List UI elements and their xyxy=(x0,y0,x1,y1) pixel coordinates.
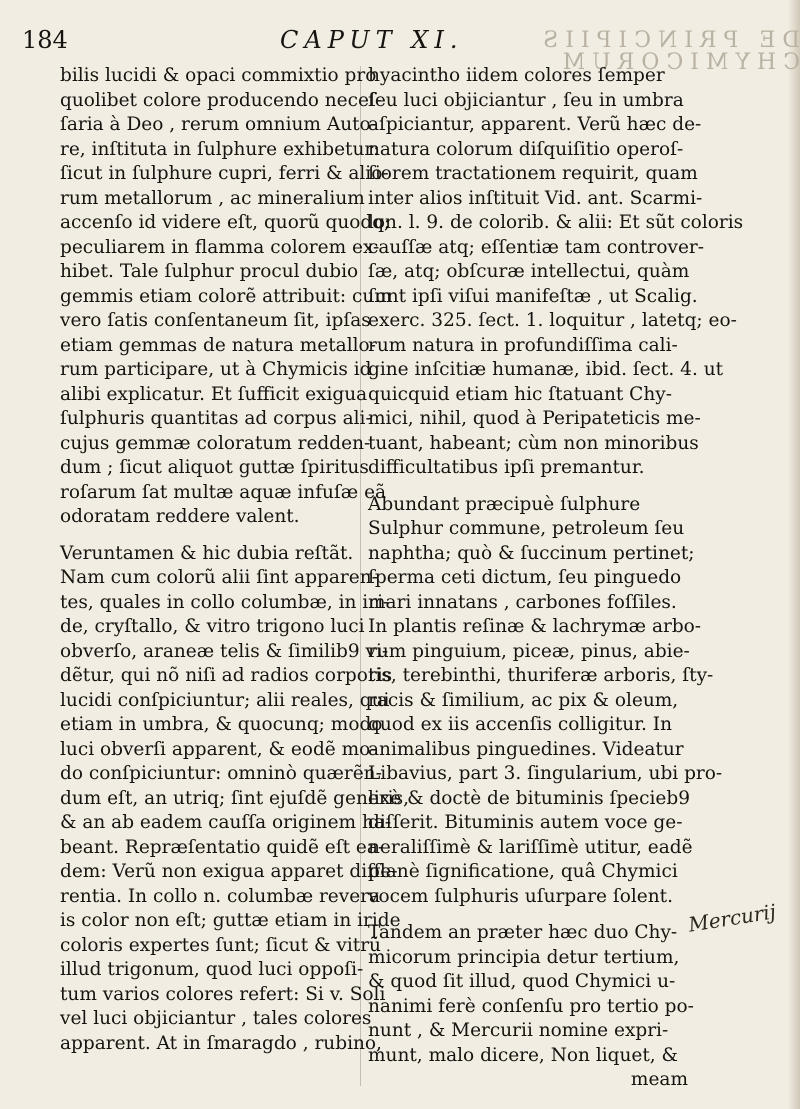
text-line: tis, terebinthi, thuriferæ arboris, ſty- xyxy=(368,665,714,686)
text-line: ſaria à Deo , rerum omnium Auto- xyxy=(60,114,377,135)
text-line: dum ; ſicut aliquot guttæ ſpiritus xyxy=(60,457,369,478)
text-line: obverſo, araneæ telis & ſimilib9 vi- xyxy=(60,640,389,662)
text-line: Veruntamen & hic dubia reſtãt. xyxy=(60,542,354,564)
text-line: quolibet colore producendo neceſ- xyxy=(60,89,382,111)
text-line: neraliſſimè & lariſſimè utitur, eadẽ xyxy=(368,836,693,858)
text-line: inter alios inſtituit Vid. ant. Scarmi- xyxy=(368,187,703,209)
text-line: tes, quales in collo columbæ, in iri- xyxy=(60,591,390,613)
text-line: cauſſæ atq; eſſentiæ tam controver- xyxy=(368,236,705,258)
text-line: peculiarem in flamma colorem ex- xyxy=(60,236,380,258)
bleed-through-text: DE PRINCIPIIS CHYMICORUM xyxy=(536,28,800,75)
text-line: diſſerit. Bituminis autem voce ge- xyxy=(368,812,683,833)
text-line: natura colorum diſquiſitio operoſ- xyxy=(368,138,684,160)
text-line: In plantis reſinæ & lachrymæ arbo- xyxy=(368,616,702,637)
paragraph-gap xyxy=(368,909,688,921)
text-line: mici, nihil, quod à Peripateticis me- xyxy=(368,408,701,429)
text-line: beant. Repræſentatio quidẽ eſt ea- xyxy=(60,836,385,858)
text-line: planè ſignificatione, quâ Chymici xyxy=(368,861,678,882)
text-line: do conſpiciuntur: omninò quærẽn- xyxy=(60,763,382,784)
text-line: Abundant præcipuè ſulphure xyxy=(368,493,641,515)
text-line: nunt , & Mercurii nomine expri- xyxy=(368,1020,669,1041)
text-line: vero ſatis conſentaneum ſit, ipſas xyxy=(60,310,371,331)
text-line: hibet. Tale ſulphur procul dubio xyxy=(60,261,359,282)
text-line: rum natura in profundiſſima cali- xyxy=(368,334,678,356)
text-line: nanimi ferè conſenſu pro tertio po- xyxy=(368,995,694,1017)
text-line: alibi explicatur. Et ſufficit exigua xyxy=(60,383,368,405)
text-line: hyacintho iidem colores ſemper xyxy=(368,65,665,86)
text-line: ſulphuris quantitas ad corpus ali- xyxy=(60,408,372,429)
text-line: etiam in umbra, & quocunq; modo xyxy=(60,714,383,735)
text-line: roſarum ſat multæ aquæ infuſæ eã xyxy=(60,481,387,503)
text-line: ſunt ipſi viſui manifeſtæ , ut Scalig. xyxy=(368,285,698,307)
paragraph-gap xyxy=(60,530,356,542)
page-number: 184 xyxy=(22,26,68,54)
text-line: quod ex iis accenſis colligitur. In xyxy=(368,714,672,735)
text-line: dẽtur, qui nõ niſi ad radios corporis xyxy=(60,665,393,686)
text-line: illud trigonum, quod luci oppoſi- xyxy=(60,959,364,980)
text-line: & quod ſit illud, quod Chymici u- xyxy=(368,971,676,992)
text-line: difficultatibus ipſi premantur. xyxy=(368,457,645,478)
text-line: rum participare, ut à Chymicis id xyxy=(60,359,372,380)
text-line: cujus gemmæ coloratum redden- xyxy=(60,432,371,454)
text-line: Nam cum colorũ alii ſint apparen- xyxy=(60,567,378,588)
text-line: lucidi conſpiciuntur; alii reales, qui xyxy=(60,689,390,711)
text-line: rum pinguium, piceæ, pinus, abie- xyxy=(368,640,690,662)
text-line: dum eſt, an utriq; ſint ejuſdẽ generis, xyxy=(60,787,409,809)
running-head: CAPUT XI. xyxy=(280,26,464,54)
text-line: tuant, habeant; cùm non minoribus xyxy=(368,432,699,454)
text-line: meam xyxy=(630,1069,688,1090)
text-line: lon. l. 9. de colorib. & alii: Et sũt coloris xyxy=(368,212,744,233)
text-line: odoratam reddere valent. xyxy=(60,506,300,527)
text-line: dem: Verũ non exigua apparet diffe- xyxy=(60,861,398,882)
page-edge-shadow xyxy=(788,0,800,1109)
handwritten-margin-note: Mercurij xyxy=(686,899,778,937)
text-line: exerc. 325. ſect. 1. loquitur , latetq; eo- xyxy=(368,310,737,331)
text-line: luci obverſi apparent, & eodẽ mo- xyxy=(60,738,377,760)
text-line: apparent. At in ſmaragdo , rubino, xyxy=(60,1032,382,1054)
text-line: gemmis etiam colorẽ attribuit: cum xyxy=(60,285,392,307)
text-line: vocem ſulphuris uſurpare ſolent. xyxy=(368,885,673,907)
text-line: lixè & doctè de bituminis ſpecieb9 xyxy=(368,787,690,809)
text-line: accenſo id videre eſt, quorũ quodq; xyxy=(60,212,391,233)
text-line: Libavius, part 3. ſingularium, ubi pro- xyxy=(368,763,723,784)
text-line: is color non eſt; guttæ etiam in iride xyxy=(60,910,401,931)
text-line: quicquid etiam hic ſtatuant Chy- xyxy=(368,383,672,405)
text-line: ſicut in ſulphure cupri, ferri & alio- xyxy=(60,163,389,184)
text-line: naphtha; quò & ſuccinum pertinet; xyxy=(368,542,695,564)
paragraph-gap xyxy=(368,481,688,493)
text-line: tum varios colores refert: Si v. Soli xyxy=(60,983,386,1005)
text-line: aſpiciantur, apparent. Verũ hæc de- xyxy=(368,114,702,135)
text-line: rum metallorum , ac mineralium xyxy=(60,187,365,209)
text-line: micorum principia detur tertium, xyxy=(368,946,680,968)
text-line: mari innatans , carbones foſſiles. xyxy=(368,591,677,613)
text-line: bilis lucidi & opaci commixtio pro xyxy=(60,65,377,86)
text-line: gine inſcitiæ humanæ, ibid. ſect. 4. ut xyxy=(368,359,724,380)
text-line: coloris expertes ſunt; ſicut & vitrũ xyxy=(60,934,381,956)
text-line: ſæ, atq; obſcuræ intellectui, quàm xyxy=(368,261,690,282)
text-line: Sulphur commune, petroleum ſeu xyxy=(368,518,685,539)
text-line: rentia. In collo n. columbæ revera xyxy=(60,885,381,907)
text-line: vel luci objiciantur , tales colores xyxy=(60,1008,372,1029)
text-line: Tandem an præter hæc duo Chy- xyxy=(368,922,678,943)
text-line: & an ab eadem cauſſa originem ha- xyxy=(60,812,392,833)
text-line: ſiorem tractationem requirit, quam xyxy=(368,163,698,184)
text-line: ſperma ceti dictum, ſeu pinguedo xyxy=(368,567,682,588)
text-line: re, inſtituta in ſulphure exhibetur: xyxy=(60,138,380,160)
text-line: animalibus pinguedines. Videatur xyxy=(368,738,684,760)
text-line: etiam gemmas de natura metallo- xyxy=(60,334,376,356)
text-line: racis & ſimilium, ac pix & oleum, xyxy=(368,689,679,711)
text-line: de, cryſtallo, & vitro trigono luci xyxy=(60,616,365,637)
left-column xyxy=(60,64,409,1056)
text-line: ſeu luci objiciantur , ſeu in umbra xyxy=(368,89,684,111)
text-line: munt, malo dicere, Non liquet, & xyxy=(368,1044,679,1066)
